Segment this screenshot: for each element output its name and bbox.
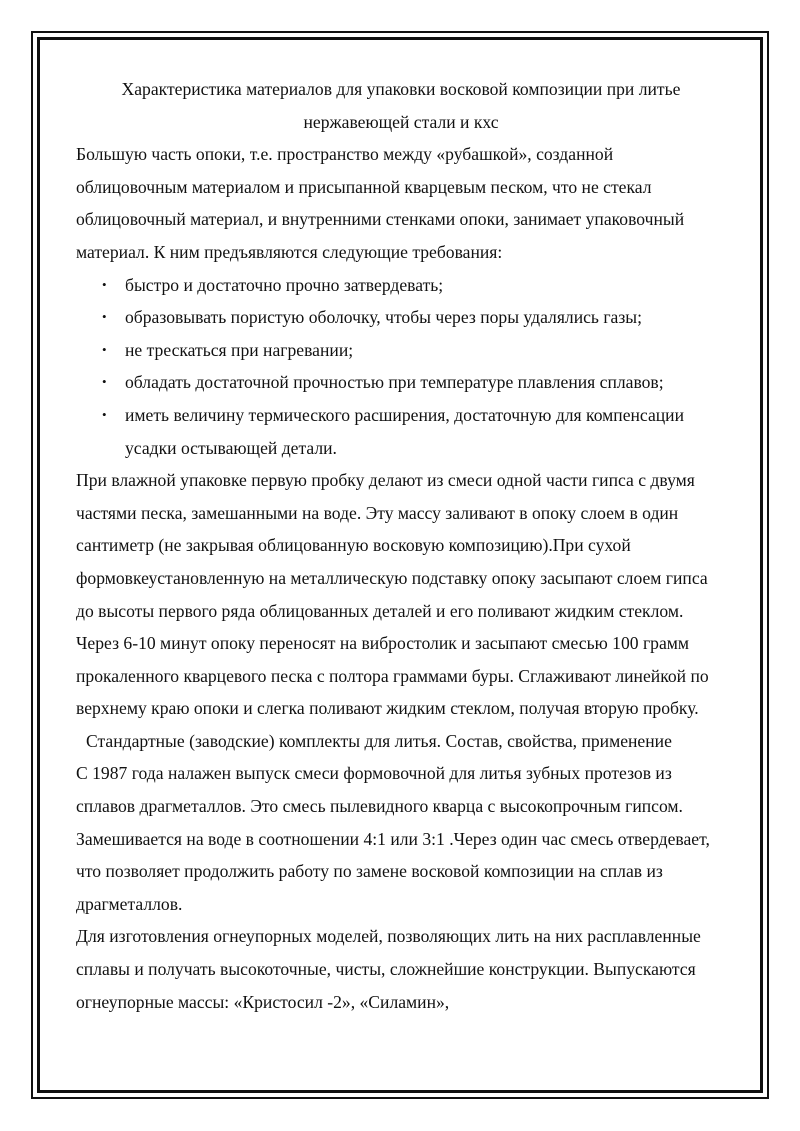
bullet-icon: •: [102, 341, 107, 357]
paragraph-refractory-models: Для изготовления огнеупорных моделей, позволяющих лить на них расплавленные сплавы и получать высокоточные, чисты, сложнейшие конструкции. Выпускаются огнеупорные массы: «Кристосил -2», «Силамин»,: [76, 926, 701, 1012]
requirements-list: [76, 269, 726, 465]
list-item: [102, 334, 726, 367]
bullet-icon: •: [102, 309, 107, 325]
paragraph-wet-packing: При влажной упаковке первую пробку делают из смеси одной части гипса с двумя частями песка, замешанными на воде. Эту массу заливают в опоку слоем в один сантиметр (не закрывая облицованную восковую композицию).При сухой формовкеустановленную на металлическую подставку опоку засыпают слоем гипса до высоты первого ряда облицованных деталей и его поливают жидким стеклом. Через 6-10 минут опоку переносят на вибростолик и засыпают смесью 100 грамм прокаленного кварцевого песка с полтора граммами буры. Сглаживают линейкой по верхнему краю опоки и слегка поливают жидким стеклом, получая вторую пробку.: [76, 470, 709, 719]
bullet-icon: •: [102, 374, 107, 390]
document-title: Характеристика материалов для упаковки восковой композиции при литье нержавеющей стали и кхс: [121, 79, 681, 132]
document-body: [76, 73, 726, 1018]
list-item-text: быстро и достаточно прочно затвердевать;: [125, 274, 444, 295]
bullet-icon: •: [102, 406, 107, 422]
paragraph-packing-material: Большую часть опоки, т.е. пространство между «рубашкой», созданной облицовочным материалом и присыпанной кварцевым песком, что не стекал облицовочный материал, и внутренними стенками опоки, занимает упаковочный материал. К ним предъявляются следующие требования:: [76, 144, 685, 262]
list-item-text: иметь величину термического расширения, достаточную для компенсации усадки остывающей детали.: [125, 404, 685, 458]
list-item-text: обладать достаточной прочностью при температуре плавления сплавов;: [125, 372, 664, 393]
paragraph-molding-mixture: С 1987 года налажен выпуск смеси формовочной для литья зубных протезов из сплавов драгметаллов. Это смесь пылевидного кварца с высокопрочным гипсом. Замешивается на воде в соотношении 4:1 или 3:1 .Через один час смесь отвердевает, что позволяет продолжить работу по замене восковой композиции на сплав из драгметаллов.: [76, 763, 710, 914]
list-item: [102, 269, 726, 302]
list-item-text: не трескаться при нагревании;: [125, 339, 354, 360]
bullet-icon: •: [102, 276, 107, 292]
section-heading-standard-kits: Стандартные (заводские) комплекты для литья. Состав, свойства, применение: [86, 730, 672, 751]
list-item: [102, 366, 726, 399]
list-item: [102, 399, 726, 464]
list-item-text: образовывать пористую оболочку, чтобы через поры удалялись газы;: [125, 307, 643, 328]
list-item: [102, 301, 726, 334]
